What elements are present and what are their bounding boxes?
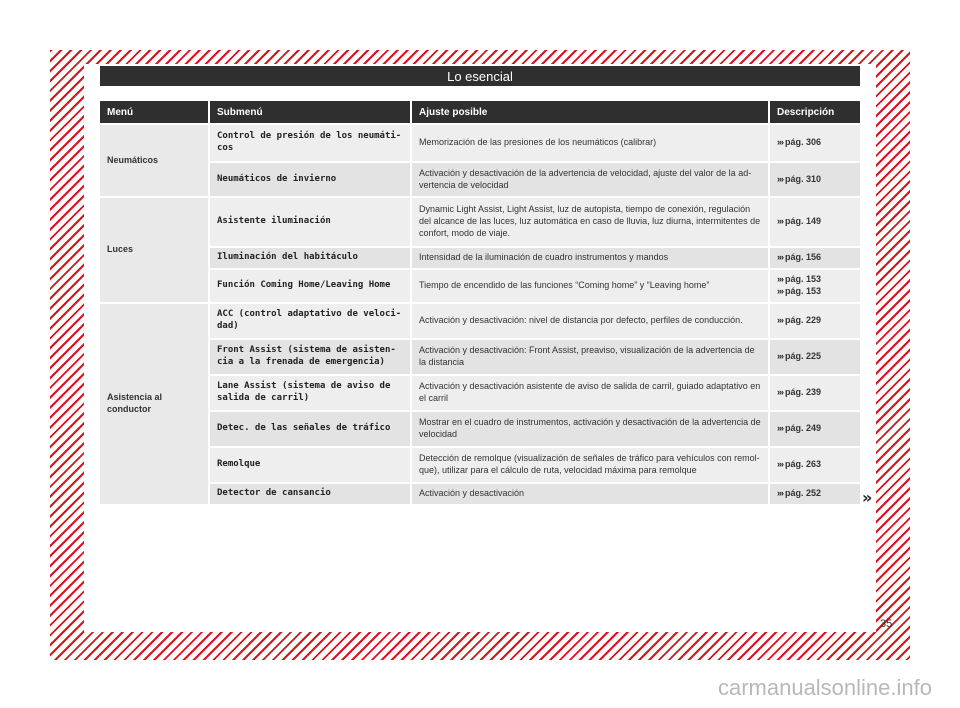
- reference-cell: [770, 270, 860, 302]
- menu-cell: Luces: [100, 198, 208, 302]
- page-number: 35: [880, 618, 893, 630]
- table-header-row: [100, 101, 860, 123]
- reference-cell: [770, 448, 860, 482]
- setting-cell: Activación y desactivación asistente de aviso de salida de carril, guiado adaptativo en el carril: [412, 376, 768, 410]
- submenu-cell: ACC (control adaptativo de veloci-dad): [210, 304, 410, 338]
- column-header-setting: Ajuste posible: [412, 101, 768, 123]
- column-header-submenu: Submenú: [210, 101, 410, 123]
- table-row: [100, 163, 860, 196]
- setting-cell: Activación y desactivación: nivel de distancia por defecto, perfiles de conducción.: [412, 304, 768, 338]
- triple-chevron-right-icon: ›››: [777, 423, 783, 434]
- table-row: [100, 412, 860, 446]
- reference-cell: [770, 198, 860, 246]
- page-link[interactable]: pág. 249: [785, 423, 822, 434]
- reference-cell: [770, 125, 860, 161]
- page-link[interactable]: pág. 149: [785, 216, 822, 227]
- submenu-cell: Remolque: [210, 448, 410, 482]
- column-header-menu: Menú: [100, 101, 208, 123]
- table-row: [100, 376, 860, 410]
- submenu-cell: Detec. de las señales de tráfico: [210, 412, 410, 446]
- column-header-description: Descripción: [770, 101, 860, 123]
- setting-cell: Tiempo de encendido de las funciones “Coming home” y “Leaving home”: [412, 270, 768, 302]
- continue-mark: »: [862, 488, 873, 507]
- triple-chevron-right-icon: ›››: [777, 173, 783, 184]
- page-link[interactable]: pág. 239: [785, 387, 822, 398]
- triple-chevron-right-icon: ›››: [777, 459, 783, 470]
- watermark: carmanualsonline.info: [717, 675, 932, 700]
- page-link[interactable]: pág. 252: [785, 488, 822, 499]
- reference-cell: [770, 412, 860, 446]
- page-link[interactable]: pág. 156: [785, 252, 822, 263]
- setting-cell: Dynamic Light Assist, Light Assist, luz de autopista, tiempo de conexión, regulación del alcance de las luces, luz automática en caso de lluvia, luz diurna, intermitentes de confort, modo de viaje.: [412, 198, 768, 246]
- submenu-cell: Función Coming Home/Leaving Home: [210, 270, 410, 302]
- submenu-cell: Neumáticos de invierno: [210, 163, 410, 196]
- triple-chevron-right-icon: ›››: [777, 274, 783, 285]
- page-link[interactable]: pág. 306: [785, 137, 822, 148]
- triple-chevron-right-icon: ›››: [777, 488, 783, 499]
- menu-cell: Neumáticos: [100, 125, 208, 196]
- setting-cell: Memorización de las presiones de los neumáticos (calibrar): [412, 125, 768, 161]
- reference-cell: [770, 163, 860, 196]
- table-row: [100, 448, 860, 482]
- page-link[interactable]: pág. 310: [785, 173, 822, 184]
- triple-chevron-right-icon: ›››: [777, 351, 783, 362]
- reference-cell: [770, 484, 860, 504]
- triple-chevron-right-icon: ›››: [777, 387, 783, 398]
- submenu-cell: Asistente iluminación: [210, 198, 410, 246]
- section-title: Lo esencial: [447, 68, 513, 84]
- triple-chevron-right-icon: ›››: [777, 216, 783, 227]
- page-link[interactable]: pág. 153: [785, 286, 822, 296]
- table-row: [100, 248, 860, 268]
- setting-cell: Detección de remolque (visualización de señales de tráfico para vehículos con remol-que), utilizar para el cálculo de ruta, velocidad máxima para remolque: [412, 448, 768, 482]
- table-row: [100, 270, 860, 302]
- submenu-cell: Detector de cansancio: [210, 484, 410, 504]
- table-row: [100, 484, 860, 504]
- section-header: [100, 66, 860, 86]
- submenu-cell: Front Assist (sistema de asisten-cia a la frenada de emergencia): [210, 340, 410, 374]
- table-row: [100, 340, 860, 374]
- menu-cell: Asistencia al conductor: [100, 304, 208, 504]
- submenu-cell: Lane Assist (sistema de aviso de salida de carril): [210, 376, 410, 410]
- reference-cell: [770, 248, 860, 268]
- reference-cell: [770, 304, 860, 338]
- setting-cell: Activación y desactivación: Front Assist, preaviso, visualización de la advertencia de la distancia: [412, 340, 768, 374]
- page-link[interactable]: pág. 229: [785, 315, 822, 326]
- triple-chevron-right-icon: ›››: [777, 315, 783, 326]
- table-row: [100, 304, 860, 338]
- triple-chevron-right-icon: ›››: [777, 286, 783, 296]
- reference-cell: [770, 340, 860, 374]
- reference-cell: [770, 376, 860, 410]
- submenu-cell: Control de presión de los neumáti-cos: [210, 125, 410, 161]
- setting-cell: Intensidad de la iluminación de cuadro instrumentos y mandos: [412, 248, 768, 268]
- table-row: [100, 125, 860, 161]
- page-link[interactable]: pág. 225: [785, 351, 822, 362]
- setting-cell: Mostrar en el cuadro de instrumentos, activación y desactivación de la advertencia de velocidad: [412, 412, 768, 446]
- page-link[interactable]: pág. 153: [785, 274, 822, 285]
- setting-cell: Activación y desactivación: [412, 484, 768, 504]
- page-link[interactable]: pág. 263: [785, 459, 822, 470]
- settings-table: [98, 99, 862, 506]
- submenu-cell: Iluminación del habitáculo: [210, 248, 410, 268]
- setting-cell: Activación y desactivación de la advertencia de velocidad, ajuste del valor de la ad-vertencia de velocidad: [412, 163, 768, 196]
- triple-chevron-right-icon: ›››: [777, 252, 783, 263]
- table-row: [100, 198, 860, 246]
- triple-chevron-right-icon: ›››: [777, 137, 783, 148]
